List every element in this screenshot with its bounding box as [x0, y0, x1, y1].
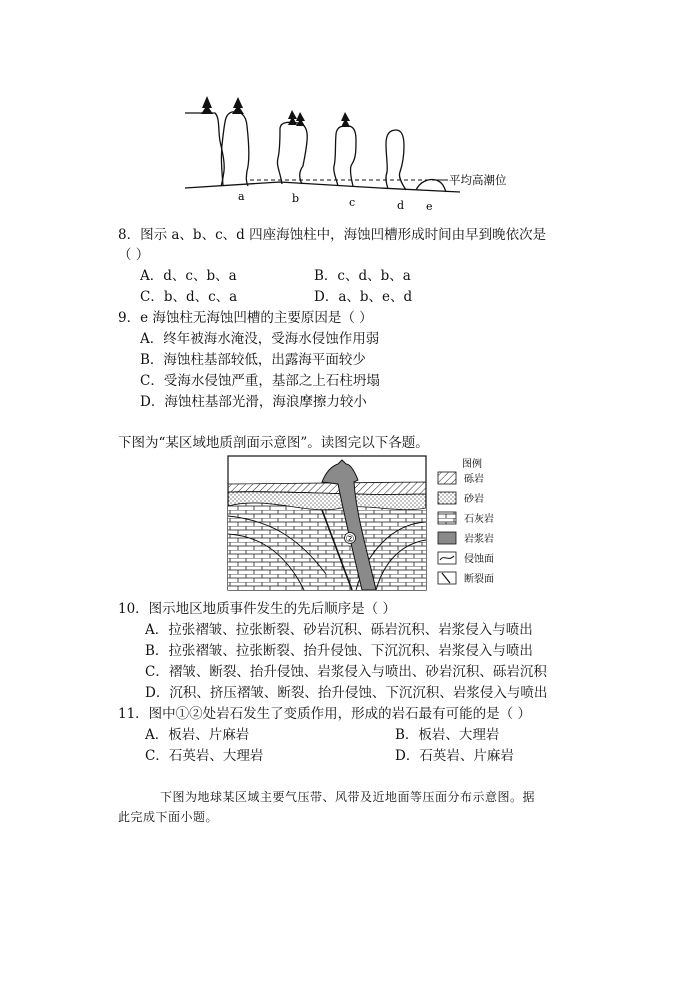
q11-option-b: B．板岩、大理岩: [395, 727, 500, 743]
intro-pressure-belts-line2: 此完成下面小题。: [118, 810, 219, 824]
q11-stem: 11．图中①②处岩石发生了变质作用，形成的岩石最有可能的是（ ）: [118, 706, 531, 722]
legend-limestone: [438, 512, 494, 525]
q8-option-b: B．c、d、b、a: [314, 268, 411, 284]
q9-stem: 9．e 海蚀柱无海蚀凹槽的主要原因是（ ）: [118, 310, 373, 326]
intro-pressure-belts-line1: 下图为地球某区域主要气压带、风带及近地面等压面分布示意图。据: [160, 790, 536, 804]
legend-label-sandstone: 砂岩: [464, 494, 484, 505]
tide-label: 平均高潮位: [449, 173, 507, 187]
q11-option-d: D．石英岩、片麻岩: [395, 748, 514, 764]
legend-fault-surface: [438, 572, 494, 585]
intro-geologic-section: 下图为“某区域地质剖面示意图”。读图完以下各题。: [118, 435, 429, 451]
legend-conglomerate: [438, 472, 484, 485]
q10-option-c: C．褶皱、断裂、抬升侵蚀、岩浆侵入与喷出、砂岩沉积、砾岩沉积: [145, 664, 547, 680]
q10-option-d: D．沉积、挤压褶皱、断裂、抬升侵蚀、下沉沉积、岩浆侵入与喷出: [145, 685, 548, 701]
q10-option-a: A．拉张褶皱、拉张断裂、砂岩沉积、砾岩沉积、岩浆侵入与喷出: [145, 622, 533, 638]
q8-paren: （ ）: [118, 247, 150, 263]
q8-stem: 8．图示 a、b、c、d 四座海蚀柱中，海蚀凹槽形成时间由早到晚依次是: [118, 227, 547, 243]
marker-2: ②: [345, 534, 355, 545]
legend-label-magma-rock: 岩浆岩: [464, 534, 494, 545]
q9-option-c: C．受海水侵蚀严重，基部之上石柱坍塌: [140, 373, 380, 389]
q9-option-d: D．海蚀柱基部光滑，海浪摩擦力较小: [140, 394, 367, 410]
legend-sandstone: [438, 492, 484, 505]
geologic-section-figure: [226, 454, 522, 592]
legend-erosion-surface: [438, 552, 494, 565]
stack-label-c: c: [349, 196, 356, 209]
stack-label-b: b: [292, 192, 300, 205]
q11-option-a: A．板岩、片麻岩: [145, 727, 250, 743]
q11-option-c: C．石英岩、大理岩: [145, 748, 264, 764]
q10-option-b: B．拉张褶皱、拉张断裂、抬升侵蚀、下沉沉积、岩浆侵入与喷出: [145, 643, 533, 659]
legend-label-conglomerate: 砾岩: [464, 474, 484, 485]
q8-option-d: D．a、b、e、d: [314, 289, 413, 305]
legend-magma-rock: [438, 532, 494, 545]
q8-option-c: C．b、d、c、a: [140, 289, 238, 305]
stack-label-d: d: [397, 199, 405, 212]
q9-option-a: A．终年被海水淹没，受海水侵蚀作用弱: [140, 331, 380, 347]
stack-label-e: e: [426, 200, 433, 213]
q9-option-b: B．海蚀柱基部较低，出露海平面较少: [140, 352, 366, 368]
q8-option-a: A．d、c、b、a: [140, 268, 237, 284]
q10-stem: 10．图示地区地质事件发生的先后顺序是（ ）: [118, 601, 396, 617]
legend-label-fault-surface: 断裂面: [464, 574, 494, 585]
stack-label-a: a: [238, 190, 245, 203]
legend-label-limestone: 石灰岩: [464, 514, 494, 525]
legend-title: 图例: [462, 459, 482, 470]
legend-label-erosion-surface: 侵蚀面: [464, 554, 494, 565]
sea-stack-figure: [180, 96, 520, 214]
